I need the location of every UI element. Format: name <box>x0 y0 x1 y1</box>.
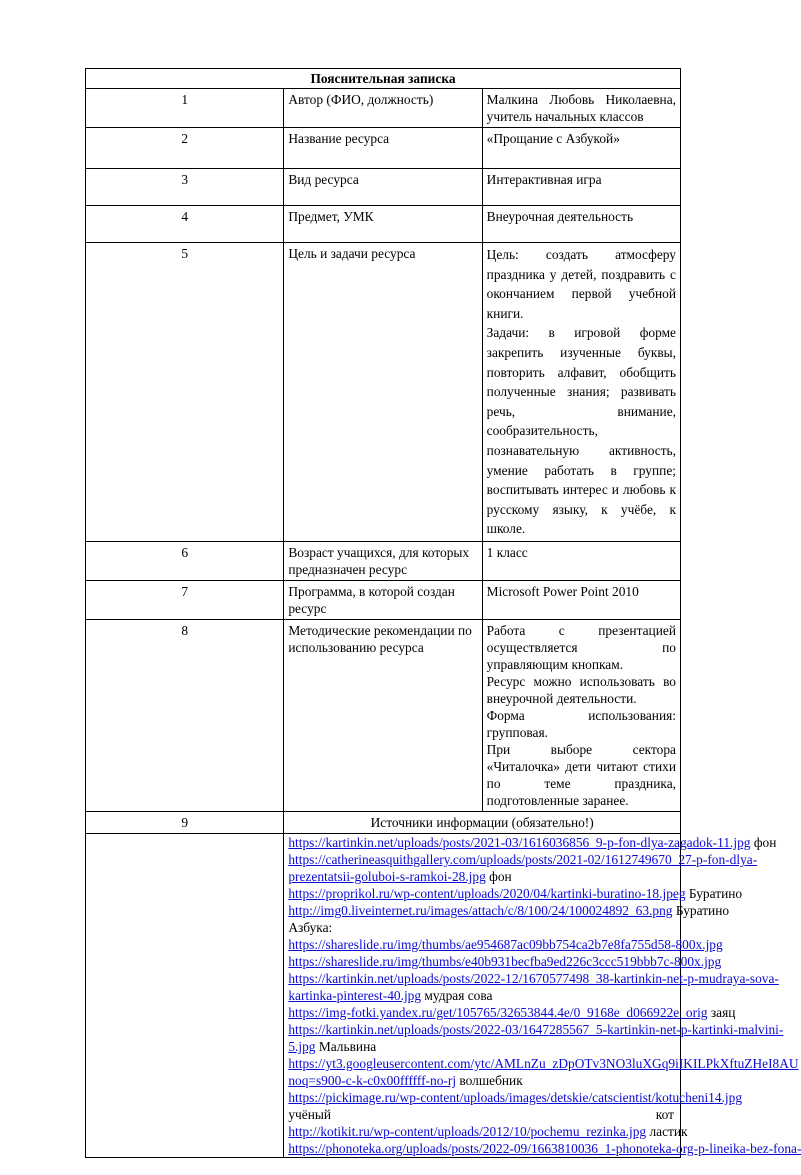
table-title-row <box>86 69 681 89</box>
row-value: Интерактивная игра <box>482 169 680 206</box>
row-label: Вид ресурса <box>284 169 482 206</box>
source-link[interactable]: https://shareslide.ru/img/thumbs/e40b931becfba9ed226c3ccc519bbb7c-800x.jpg <box>288 953 722 969</box>
row-number: 1 <box>86 89 284 128</box>
source-link[interactable]: kartinka-pinterest-40.jpg <box>288 987 422 1003</box>
source-caption: заяц <box>707 1004 736 1020</box>
sources-header: Источники информации (обязательно!) <box>284 811 681 833</box>
source-link[interactable]: http://kotikit.ru/wp-content/uploads/2012/10/pochemu_rezinka.jpg <box>288 1123 647 1139</box>
source-caption: волшебник <box>456 1072 523 1088</box>
source-link[interactable]: https://shareslide.ru/img/thumbs/ae954687ac09bb754ca2b7e8fa755d58-800x.jpg <box>288 936 723 952</box>
row-number: 8 <box>86 619 284 811</box>
row-value: Microsoft Power Point 2010 <box>482 580 680 619</box>
recommendation-text: При выборе сектора «Читалочка» дети читают стихи по теме праздника, подготовленные заранее. <box>486 741 676 808</box>
source-link[interactable]: 5.jpg <box>288 1038 316 1054</box>
sources-row <box>86 833 681 1157</box>
source-line <box>288 1038 674 1055</box>
row-value: Внеурочная деятельность <box>482 206 680 243</box>
sources-container <box>288 834 801 1157</box>
source-line <box>288 1123 688 1140</box>
source-caption: фон <box>750 834 777 850</box>
source-caption: мудрая сова <box>421 987 493 1003</box>
tasks-text: Задачи: в игровой форме закрепить изученные буквы, повторить алфавит, обобщить полученные знания; развивать речь, внимание, сообразительность, познавательную активность, умение работать в группе; воспитывать интерес и любовь к русскому языку, к учёбе, к школе. <box>486 325 676 537</box>
source-line <box>288 1004 736 1021</box>
source-line <box>288 868 674 885</box>
row-label: Цель и задачи ресурса <box>284 243 482 542</box>
source-link[interactable]: https://kartinkin.net/uploads/posts/2021-03/1616036856_9-p-fon-dlya-zagadok-11.jpg <box>288 834 751 850</box>
row-number: 4 <box>86 206 284 243</box>
source-line <box>288 902 730 919</box>
source-link[interactable]: noq=s900-c-k-c0x00ffffff-no-rj <box>288 1072 457 1088</box>
row-value: 1 класс <box>482 541 680 580</box>
sources-list <box>284 833 801 1157</box>
row-number: 6 <box>86 541 284 580</box>
row-label: Возраст учащихся, для которых предназначен ресурс <box>284 541 482 580</box>
source-link[interactable]: https://pickimage.ru/wp-content/uploads/images/detskie/catscientist/kotucheni14.jpg <box>288 1089 743 1105</box>
row-value <box>482 619 680 811</box>
source-link[interactable]: https://kartinkin.net/uploads/posts/2022-03/1647285567_5-kartinkin-net-p-kartinki-malvini- <box>288 1021 784 1037</box>
row-number: 2 <box>86 128 284 169</box>
source-line <box>288 1072 674 1089</box>
source-caption: учёный <box>288 1106 332 1122</box>
row-label: Автор (ФИО, должность) <box>284 89 482 128</box>
explanatory-note-table <box>85 68 801 1158</box>
source-line <box>288 1140 801 1157</box>
source-link[interactable]: https://catherineasquithgallery.com/uploads/posts/2021-02/1612749670_27-p-fon-dlya- <box>288 851 758 867</box>
source-line <box>288 851 758 868</box>
table-row <box>86 128 681 169</box>
source-line <box>288 1106 674 1123</box>
source-line <box>288 953 722 970</box>
row-label: Методические рекомендации по использованию ресурса <box>284 619 482 811</box>
source-line <box>288 919 674 936</box>
row-label: Название ресурса <box>284 128 482 169</box>
source-line <box>288 1021 784 1038</box>
source-line <box>288 1055 799 1072</box>
table-row <box>86 619 681 811</box>
row-value: «Прощание с Азбукой» <box>482 128 680 169</box>
source-caption: Мальвина <box>315 1038 377 1054</box>
source-link[interactable]: https://img-fotki.yandex.ru/get/105765/32653844.4e/0_9168e_d066922e_orig <box>288 1004 708 1020</box>
source-link[interactable]: prezentatsii-goluboi-s-ramkoi-28.jpg <box>288 868 486 884</box>
row-number: 5 <box>86 243 284 542</box>
source-line <box>288 987 674 1004</box>
goal-text: Цель: создать атмосферу праздника у детей, поздравить с окончанием первой учебной книги. <box>486 247 676 321</box>
table-row <box>86 243 681 542</box>
table-row <box>86 580 681 619</box>
source-link[interactable]: https://phonoteka.org/uploads/posts/2022-09/1663810036_1-phonoteka-org-p-lineika-bez-fona- <box>288 1140 801 1156</box>
recommendation-text: Работа с презентацией осуществляется по управляющим кнопкам. <box>486 622 676 672</box>
source-link[interactable]: https://kartinkin.net/uploads/posts/2022-12/1670577498_38-kartinkin-net-p-mudraya-sova- <box>288 970 779 986</box>
table-row <box>86 541 681 580</box>
row-number: 9 <box>86 811 284 833</box>
recommendation-text: Форма использования: групповая. <box>486 707 676 740</box>
source-link[interactable]: http://img0.liveinternet.ru/images/attach/c/8/100/24/100024892_63.png <box>288 902 673 918</box>
source-caption: ластик <box>646 1123 688 1139</box>
source-line <box>288 970 779 987</box>
row-label: Программа, в которой создан ресурс <box>284 580 482 619</box>
source-link[interactable]: https://proprikol.ru/wp-content/uploads/2020/04/kartinki-buratino-18.jpeg <box>288 885 686 901</box>
document-page <box>85 68 801 1158</box>
table-row <box>86 169 681 206</box>
source-line <box>288 834 777 851</box>
row-number: 3 <box>86 169 284 206</box>
table-row <box>86 89 681 128</box>
row-number: 7 <box>86 580 284 619</box>
recommendation-text: Ресурс можно использовать во внеурочной деятельности. <box>486 673 676 706</box>
row-label: Предмет, УМК <box>284 206 482 243</box>
sources-header-row <box>86 811 681 833</box>
row-value: Малкина Любовь Николаевна, учитель начальных классов <box>482 89 680 128</box>
source-caption: Буратино <box>672 902 730 918</box>
row-value <box>482 243 680 542</box>
source-caption: фон <box>485 868 512 884</box>
table-row <box>86 206 681 243</box>
source-link[interactable]: https://yt3.googleusercontent.com/ytc/AMLnZu_zDpOTv3NO3luXGq9iIKILPkXftuZHeI8AU <box>288 1055 799 1071</box>
source-caption: кот <box>655 1106 674 1122</box>
source-line <box>288 885 743 902</box>
table-title: Пояснительная записка <box>86 69 681 89</box>
source-caption: Азбука: <box>288 919 333 935</box>
source-caption: Буратино <box>685 885 743 901</box>
source-line <box>288 936 723 953</box>
